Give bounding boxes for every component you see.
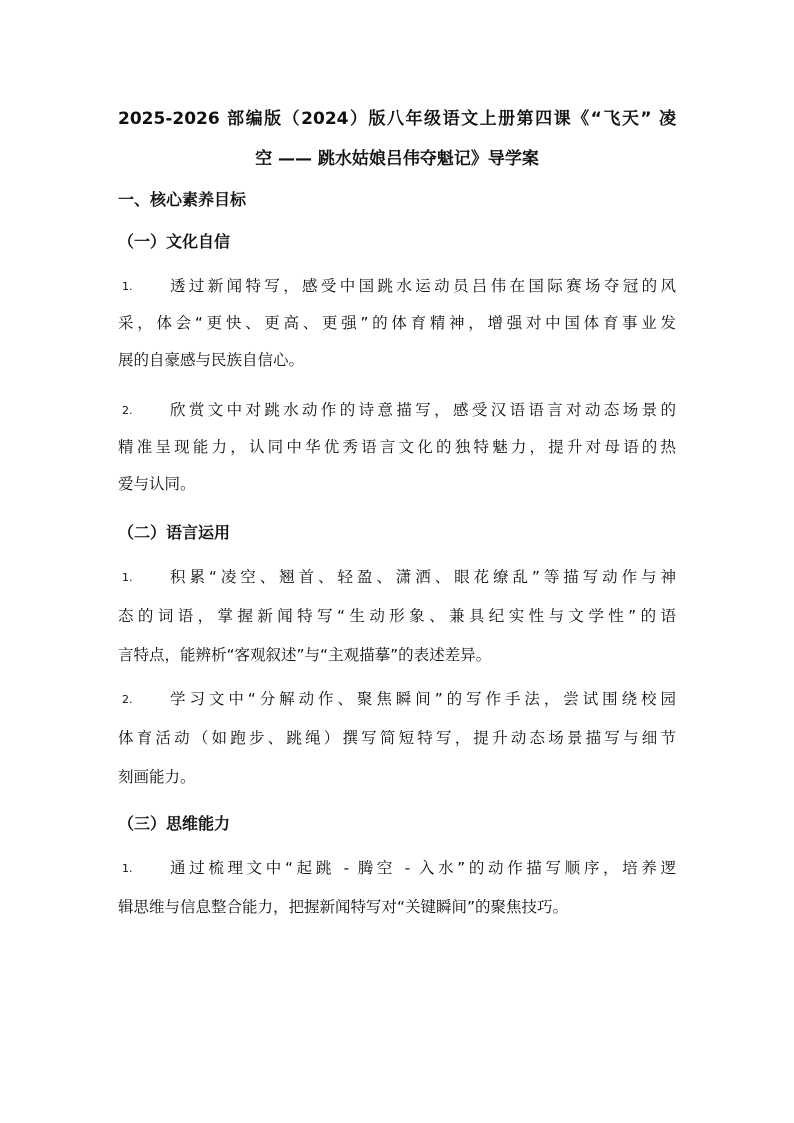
subsection-heading-thinking-ability: （三）思维能力 [118, 814, 231, 833]
list-item-number: 1. [122, 280, 133, 293]
paragraph-line: 展的自豪感与民族自信心。 [118, 351, 305, 369]
paragraph-line: 采，体会“更快、更高、更强”的体育精神，增强对中国体育事业发 [118, 314, 676, 332]
subsection-heading-language-use: （二）语言运用 [118, 523, 231, 542]
subsection-heading-cultural-confidence: （一）文化自信 [118, 232, 231, 251]
paragraph-line: 态的词语，掌握新闻特写“生动形象、兼具纪实性与文学性”的语 [118, 607, 676, 625]
paragraph-line: 欣赏文中对跳水动作的诗意描写，感受汉语语言对动态场景的 [170, 401, 676, 419]
paragraph-line: 言特点，能辨析“客观叙述”与“主观描摹”的表述差异。 [118, 646, 492, 664]
section-heading-core-literacy: 一、核心素养目标 [118, 190, 247, 209]
document-title-line-1: 2025-2026 部编版（2024）版八年级语文上册第四课《“飞天” 凌 [118, 109, 676, 129]
list-item-number: 2. [122, 404, 133, 417]
paragraph-line: 学习文中“分解动作、聚焦瞬间”的写作手法，尝试围绕校园 [170, 690, 676, 708]
paragraph-line: 体育活动（如跑步、跳绳）撰写简短特写，提升动态场景描写与细节 [118, 729, 676, 747]
list-item-number: 2. [122, 693, 133, 706]
paragraph-line: 通过梳理文中“起跳 - 腾空 - 入水”的动作描写顺序，培养逻 [170, 859, 676, 877]
list-item-number: 1. [122, 571, 133, 584]
paragraph-line: 刻画能力。 [118, 768, 196, 786]
paragraph-line: 积累“凌空、翘首、轻盈、潇洒、眼花缭乱”等描写动作与神 [170, 568, 676, 586]
paragraph-line: 精准呈现能力，认同中华优秀语言文化的独特魅力，提升对母语的热 [118, 438, 676, 456]
paragraph-line: 爱与认同。 [118, 475, 196, 493]
paragraph-line: 辑思维与信息整合能力，把握新闻特写对“关键瞬间”的聚焦技巧。 [118, 898, 569, 916]
list-item-number: 1. [122, 862, 133, 875]
document-title-line-2: 空 —— 跳水姑娘吕伟夺魁记》导学案 [255, 149, 539, 169]
paragraph-line: 透过新闻特写，感受中国跳水运动员吕伟在国际赛场夺冠的风 [170, 277, 676, 295]
